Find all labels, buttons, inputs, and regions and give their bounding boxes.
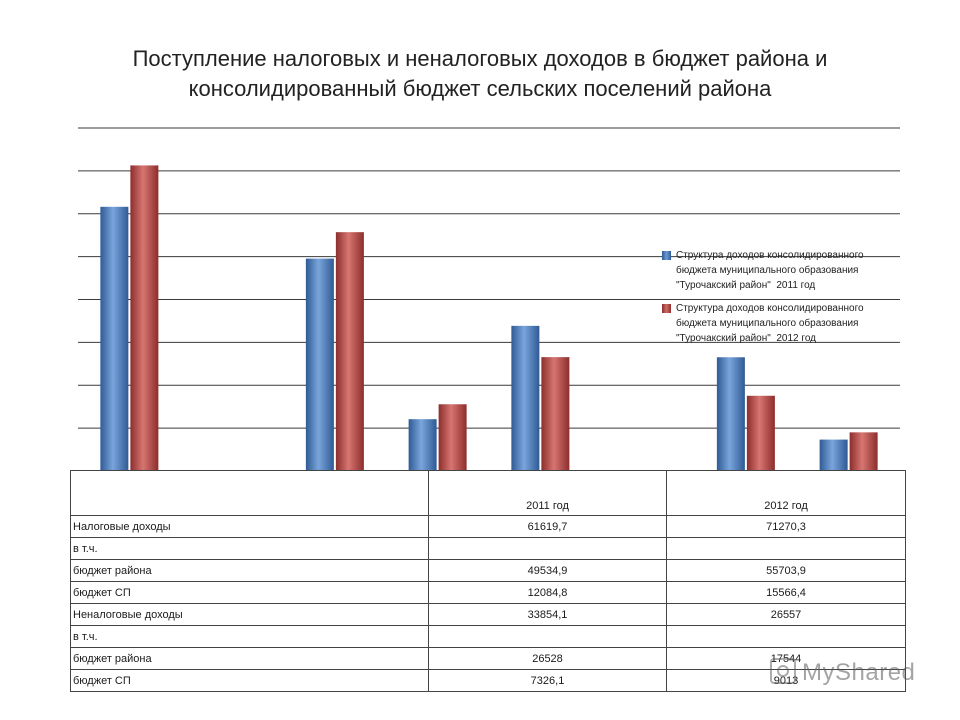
row-label: бюджет района [71,560,429,582]
bar-2012 [850,432,878,471]
bar-2012 [130,165,158,471]
value-2012 [667,626,906,648]
value-2012: 55703,9 [667,560,906,582]
value-2012: 9013 [667,670,906,692]
value-2012: 17544 [667,648,906,670]
bar-2011 [306,259,334,471]
table-row [71,626,906,648]
chart-legend [662,248,912,354]
value-2011: 61619,7 [429,516,667,538]
row-label: бюджет СП [71,582,429,604]
value-2011 [429,626,667,648]
bar-2011 [820,440,848,471]
value-2011: 49534,9 [429,560,667,582]
table-header-row [71,471,906,516]
bar-2011 [717,357,745,471]
watermark-text: MyShared [802,659,916,686]
row-label: Неналоговые доходы [71,604,429,626]
value-2011: 12084,8 [429,582,667,604]
table-row [71,582,906,604]
row-label: в т.ч. [71,538,429,560]
table-row [71,538,906,560]
watermark-logo-icon [770,658,796,684]
table-header-2011: 2011 год [429,471,667,516]
legend-entry-2012 [662,301,912,346]
value-2012: 15566,4 [667,582,906,604]
legend-swatch-2012 [662,304,671,313]
table-header-2012: 2012 год [667,471,906,516]
bar-2011 [409,419,437,471]
chart-title-line-1: Поступление налоговых и неналоговых доходов в бюджет района и [132,46,828,71]
legend-label-2011: Структура доходов консолидированного бюджета муниципального образования "Турочакский район" 2011 год [676,250,864,291]
bar-2011 [511,326,539,471]
bar-2012 [747,396,775,471]
value-2011: 26528 [429,648,667,670]
legend-label-2012: Структура доходов консолидированного бюджета муниципального образования "Турочакский район" 2012 год [676,303,864,344]
chart-title-line-2: консолидированный бюджет сельских поселений района [188,76,772,101]
row-label: Налоговые доходы [71,516,429,538]
value-2011: 7326,1 [429,670,667,692]
value-2012: 71270,3 [667,516,906,538]
table-row [71,604,906,626]
bar-2012 [336,232,364,471]
legend-entry-2011 [662,248,912,293]
bar-2011 [100,207,128,471]
table-header-blank [71,471,429,516]
bar-2012 [439,404,467,471]
watermark [770,658,915,687]
table-row [71,560,906,582]
row-label: бюджет района [71,648,429,670]
value-2012 [667,538,906,560]
value-2012: 26557 [667,604,906,626]
value-2011: 33854,1 [429,604,667,626]
row-label: в т.ч. [71,626,429,648]
bar-2012 [541,357,569,471]
value-2011 [429,538,667,560]
table-row [71,516,906,538]
row-label: бюджет СП [71,670,429,692]
legend-swatch-2011 [662,251,671,260]
